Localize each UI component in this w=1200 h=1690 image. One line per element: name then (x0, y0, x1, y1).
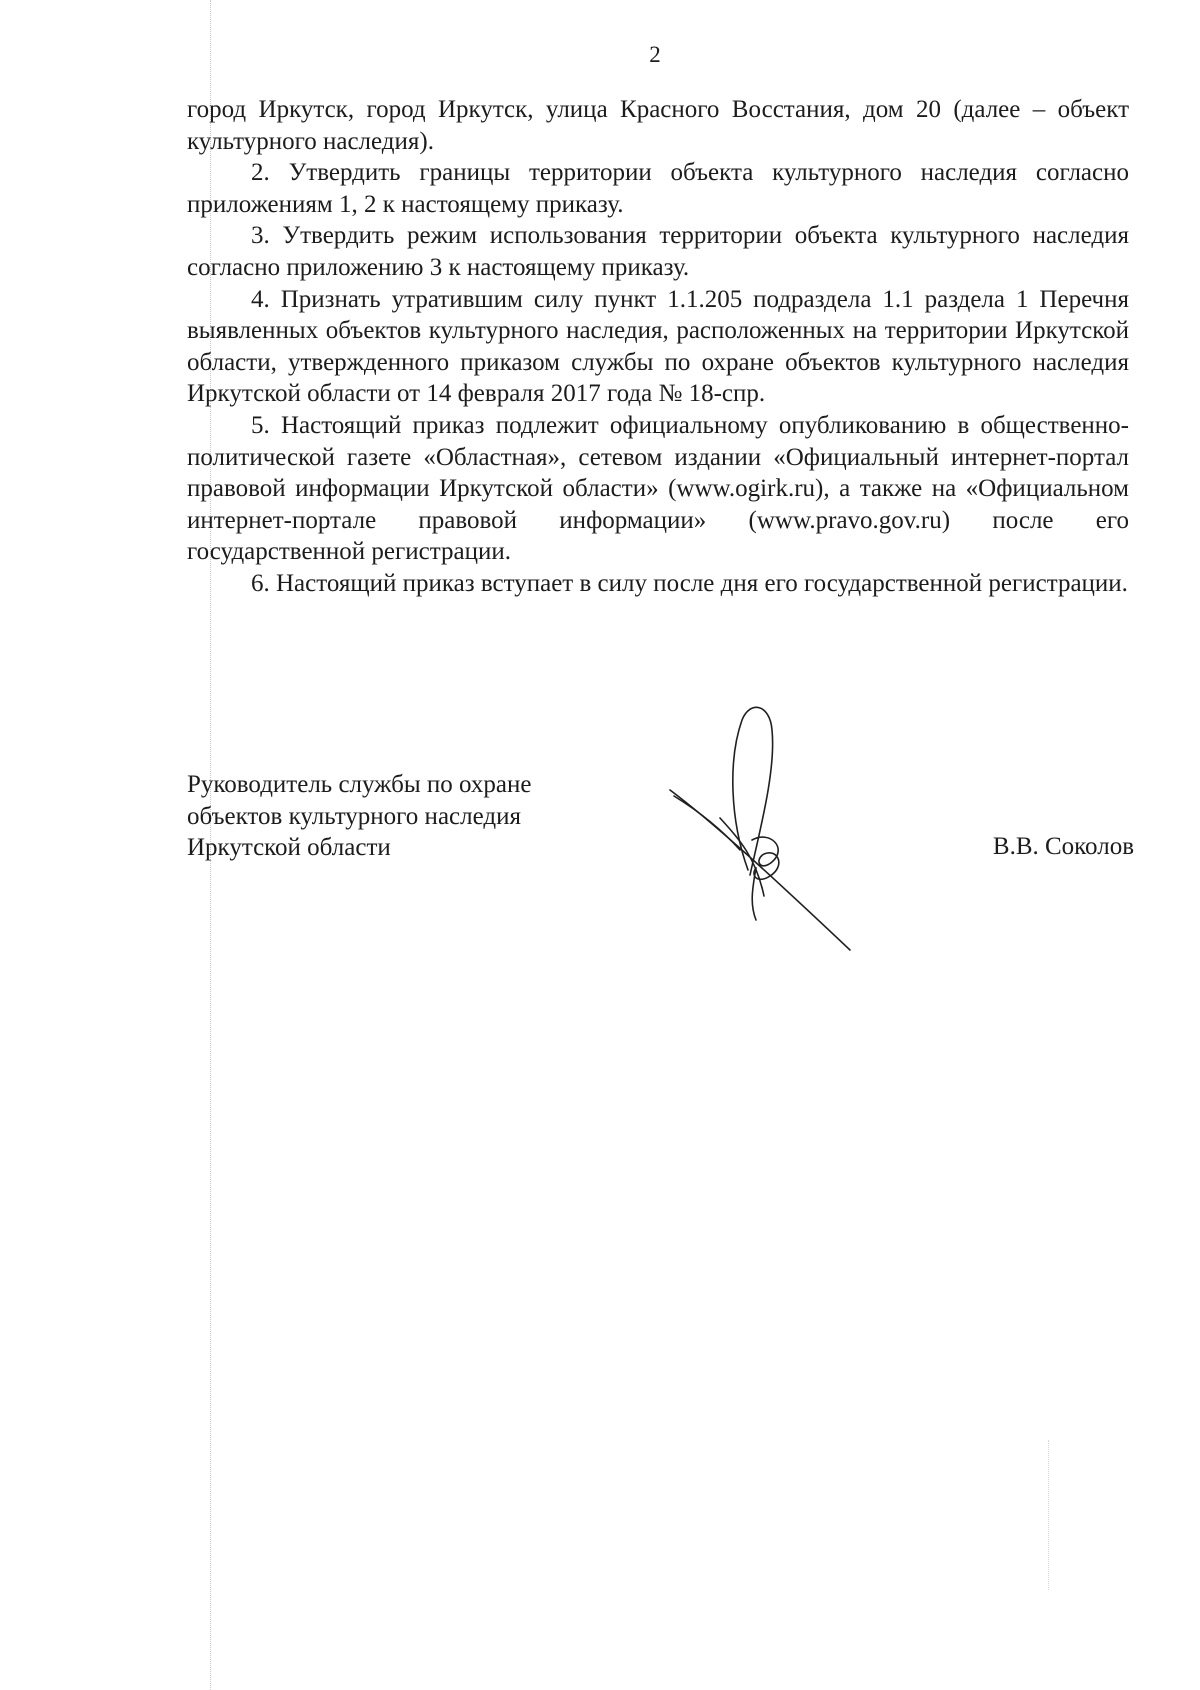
signatory-name: В.В. Соколов (992, 833, 1134, 860)
signatory-title-line-1: Руководитель службы по охране (187, 771, 532, 798)
scan-margin-line-right (1048, 1440, 1049, 1590)
document-body (187, 94, 1129, 600)
paragraph-5: 5. Настоящий приказ подлежит официальному опубликованию в общественно-политической газете «Областная», сетевом издании «Официальный интернет-портал правовой информации Иркутской области» (www.ogirk.ru), а также на «Официальном интернет-портале правовой информации» (www.pravo.gov.ru) после его государственной регистрации. (187, 411, 1129, 566)
paragraph-3: 3. Утвердить режим использования территории объекта культурного наследия согласно приложению 3 к настоящему приказу. (187, 222, 1129, 281)
handwritten-signature-icon (660, 700, 880, 960)
page-number: 2 (649, 42, 661, 67)
paragraph-2: 2. Утвердить границы территории объекта культурного наследия согласно приложениям 1, 2 к настоящему приказу. (187, 159, 1129, 218)
paragraph-4: 4. Признать утратившим силу пункт 1.1.205 подраздела 1.1 раздела 1 Перечня выявленных объектов культурного наследия, расположенных на территории Иркутской области, утвержденного приказом службы по охране объектов культурного наследия Иркутской области от 14 февраля 2017 года № 18-спр. (187, 285, 1129, 408)
signatory-title (187, 769, 531, 864)
signatory-title-line-2: объектов культурного наследия (187, 802, 521, 830)
paragraph-continuation: город Иркутск, город Иркутск, улица Красного Восстания, дом 20 (далее – объект культурного наследия). (187, 96, 1129, 155)
paragraph-6: 6. Настоящий приказ вступает в силу после дня его государственной регистрации. (251, 569, 1128, 597)
signatory-title-line-3: Иркутской области (187, 834, 391, 862)
